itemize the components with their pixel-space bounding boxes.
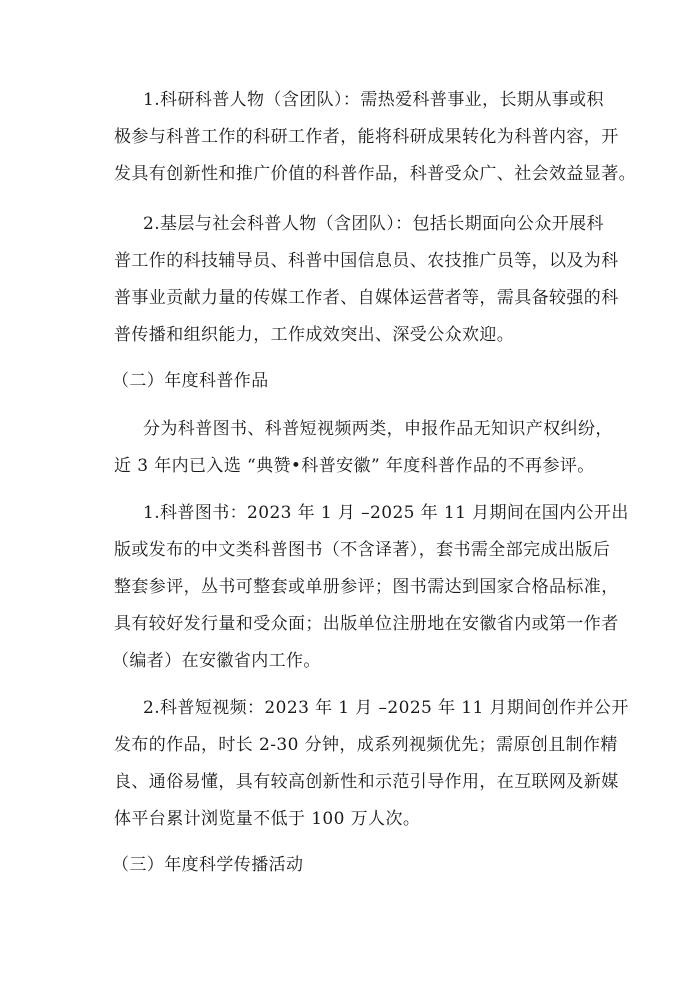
text-line: 整套参评，丛书可整套或单册参评；图书需达到国家合格品标准，	[114, 577, 619, 597]
text-line: 分为科普图书、科普短视频两类，申报作品无知识产权纠纷，	[143, 419, 613, 439]
text-line: 发具有创新性和推广价值的科普作品，科普受众广、社会效益显著。	[114, 164, 636, 184]
text-line: 2.科普短视频：2023 年 1 月 –2025 年 11 月期间创作并公开	[143, 698, 629, 718]
text-line: 良、通俗易懂，具有较高创新性和示范引导作用，在互联网及新媒	[114, 772, 619, 792]
text-line: 普工作的科技辅导员、科普中国信息员、农技推广员等，以及为科	[114, 251, 619, 271]
text-line: 版或发布的中文类科普图书（不含译著），套书需全部完成出版后	[114, 540, 611, 560]
section-heading: （三）年度科学传播活动	[112, 855, 304, 875]
text-line: 普事业贡献力量的传媒工作者、自媒体运营者等，需具备较强的科	[114, 288, 619, 308]
text-line: 2.基层与社会科普人物（含团队）：包括长期面向公众开展科	[143, 214, 604, 234]
section-heading: （二）年度科普作品	[112, 371, 269, 391]
text-line: 1.科研科普人物（含团队）：需热爱科普事业，长期从事或积	[143, 90, 604, 110]
text-line: （编者）在安徽省内工作。	[112, 651, 321, 671]
text-line: 1.科普图书：2023 年 1 月 –2025 年 11 月期间在国内公开出	[143, 503, 629, 523]
text-line: 近 3 年内已入选 “典赞•科普安徽” 年度科普作品的不再参评。	[114, 456, 595, 476]
text-line: 普传播和组织能力，工作成效突出、深受公众欢迎。	[114, 325, 515, 345]
text-line: 发布的作品，时长 2-30 分钟，成系列视频优先；需原创且制作精	[114, 735, 618, 755]
text-line: 体平台累计浏览量不低于 100 万人次。	[114, 809, 421, 829]
text-line: 极参与科普工作的科研工作者，能将科研成果转化为科普内容，开	[114, 127, 619, 147]
text-line: 具有较好发行量和受众面；出版单位注册地在安徽省内或第一作者	[114, 614, 619, 634]
